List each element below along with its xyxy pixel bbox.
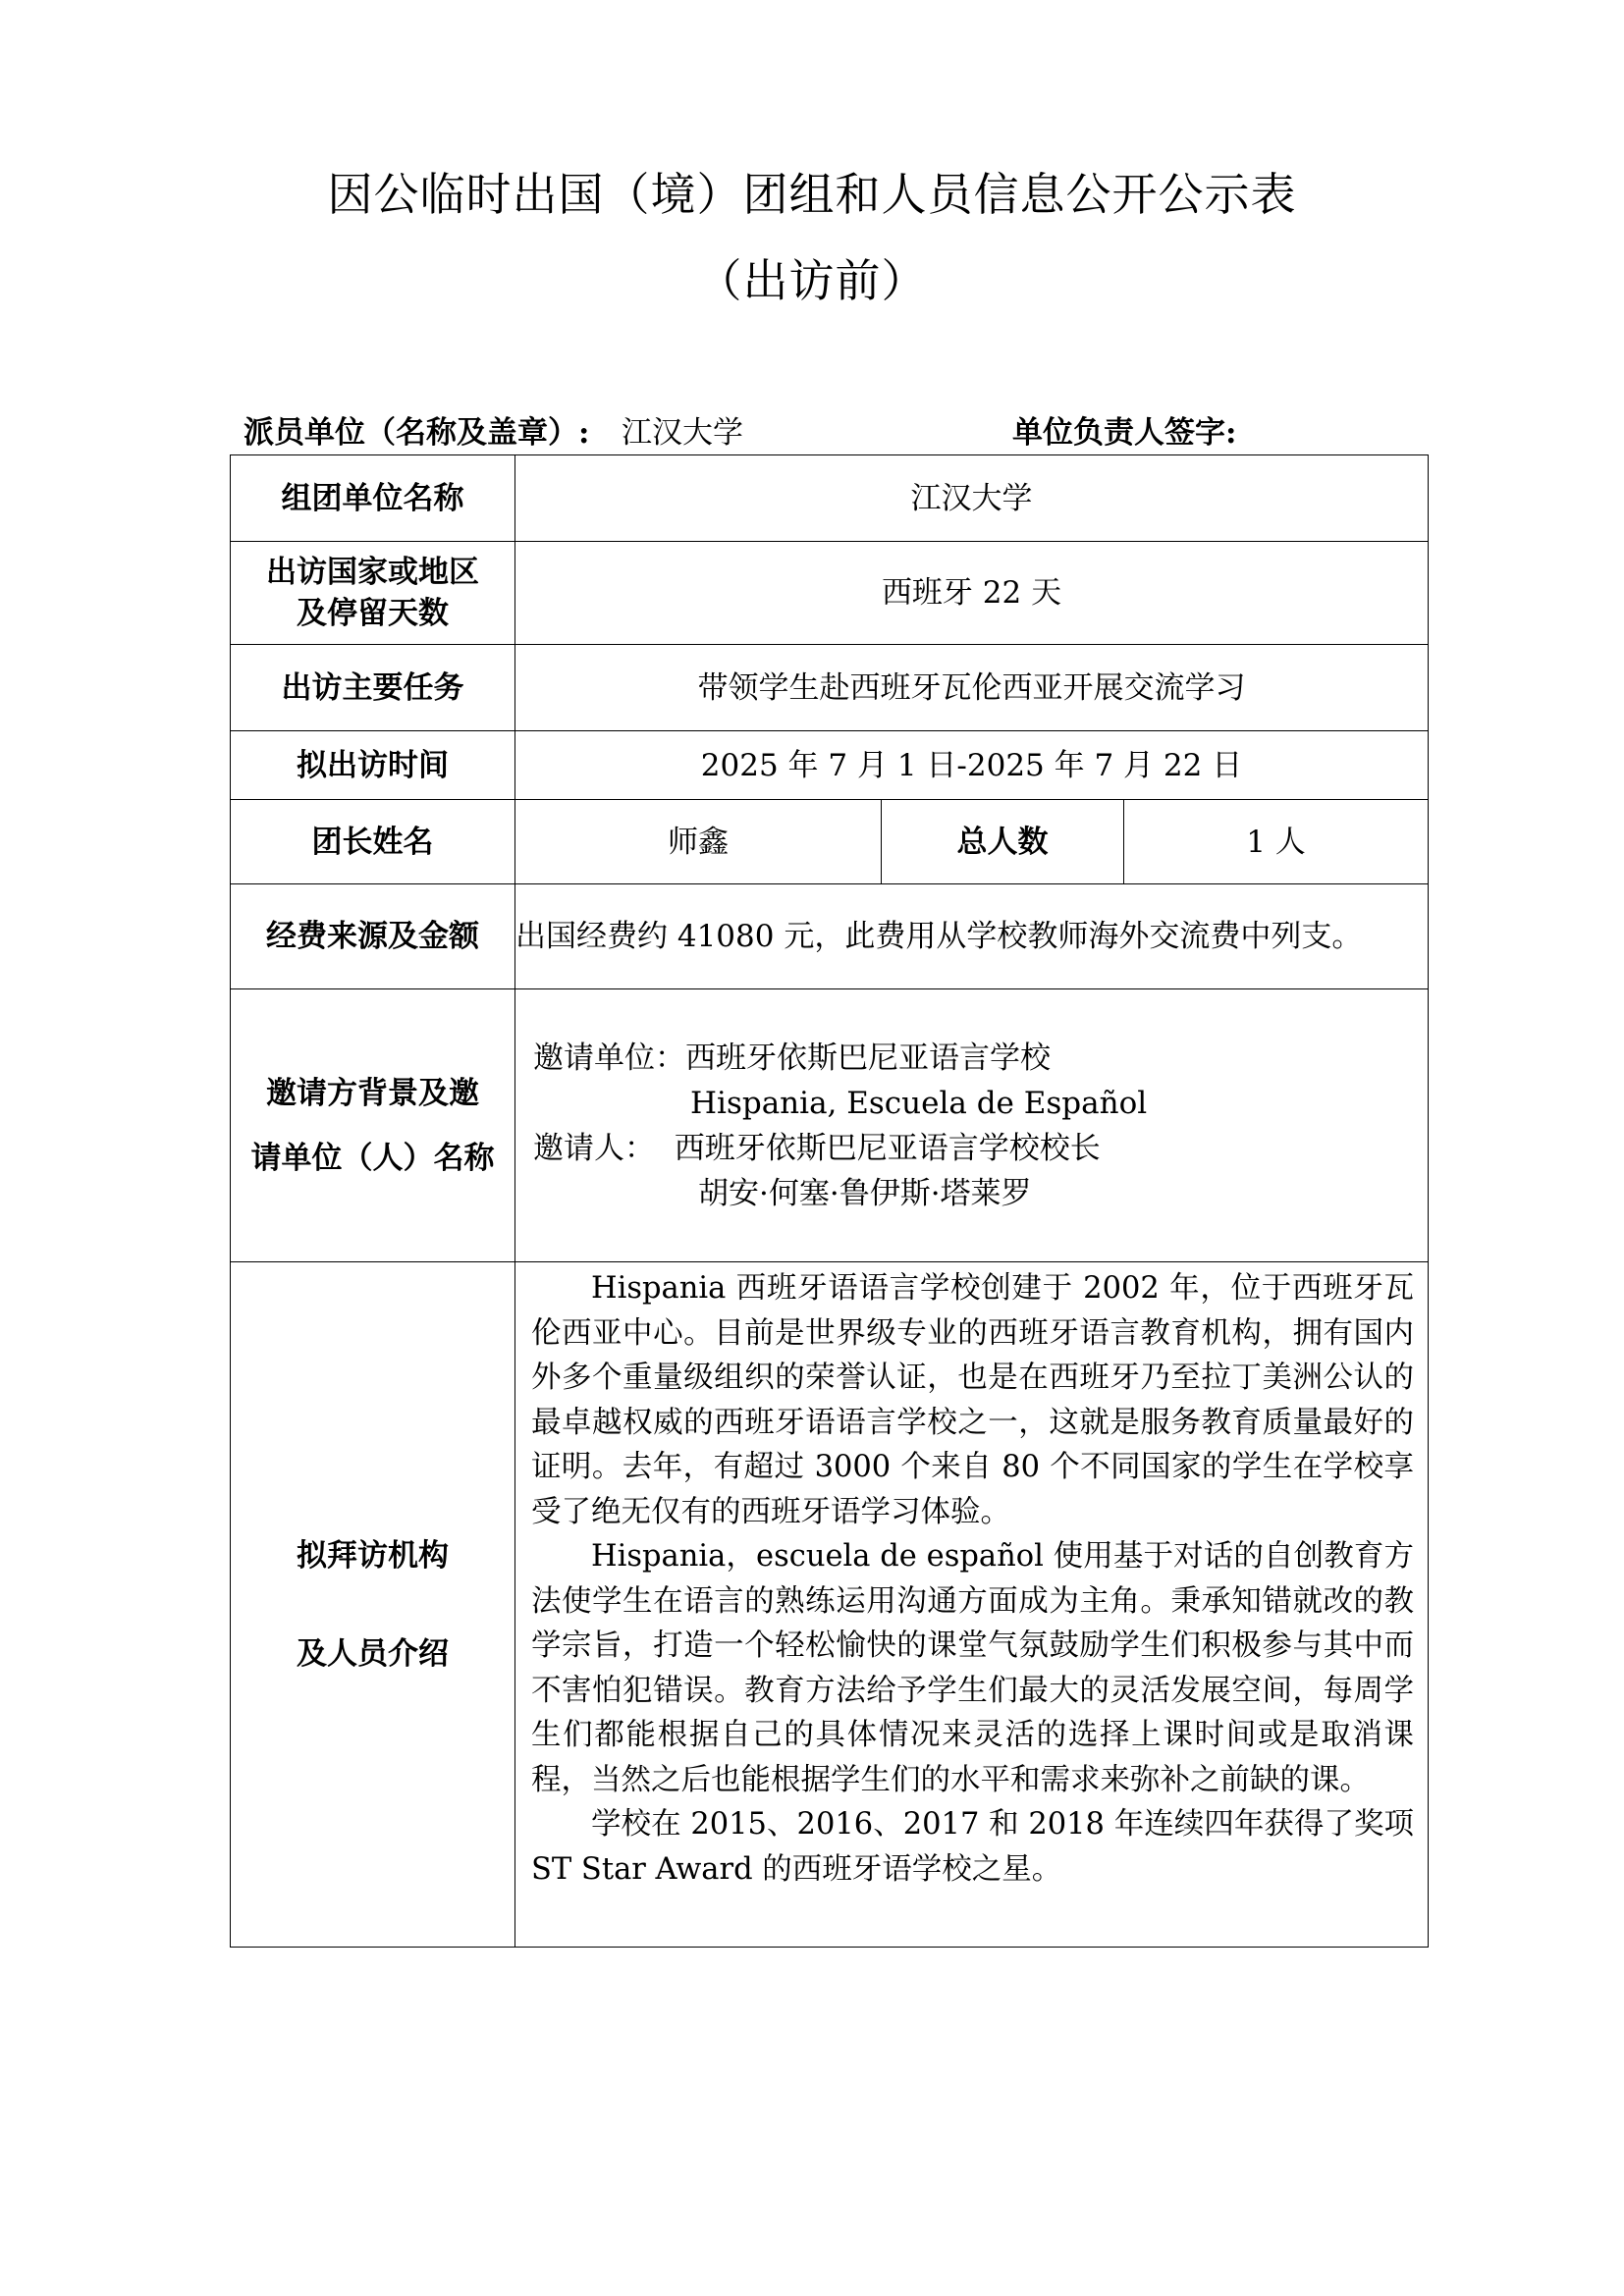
dispatch-unit-value: 江汉大学 [622, 415, 743, 451]
intro-block [515, 1262, 1428, 1905]
inviter-person-label: 邀请人： [533, 1130, 655, 1166]
table-row [231, 731, 1429, 800]
intro-value [515, 1262, 1429, 1948]
total-people-label: 总人数 [882, 800, 1124, 884]
funding-label: 经费来源及金额 [231, 884, 515, 989]
info-table [230, 454, 1429, 1948]
inviter-value [515, 989, 1429, 1262]
inviter-unit-cn: 西班牙依斯巴尼亚语言学校 [685, 1040, 1051, 1076]
table-row [231, 989, 1429, 1262]
table-row [231, 542, 1429, 645]
planned-time-label: 拟出访时间 [231, 731, 515, 800]
inviter-unit-row [533, 1036, 1428, 1081]
total-people-value: 1 人 [1124, 800, 1429, 884]
main-task-value: 带领学生赴西班牙瓦伦西亚开展交流学习 [515, 645, 1429, 731]
page-subtitle: （出访前） [696, 254, 928, 307]
intro-label [231, 1262, 515, 1948]
funding-value: 出国经费约 41080 元，此费用从学校教师海外交流费中列支。 [515, 884, 1429, 989]
inviter-block [515, 1036, 1428, 1216]
destination-value: 西班牙 22 天 [515, 542, 1429, 645]
planned-time-value: 2025 年 7 月 1 日-2025 年 7 月 22 日 [515, 731, 1429, 800]
inviter-person-row [533, 1126, 1428, 1171]
intro-paragraph-2: Hispania，escuela de español 使用基于对话的自创教育方法使学生在语言的熟练运用沟通方面成为主角。秉承知错就改的教学宗旨，打造一个轻松愉快的课堂气氛鼓励学生们积极参与其中而不害怕犯错误。教育方法给予学生们最大的灵活发展空间，每周学生们都能根据自己的具体情况来灵活的选择上课时间或是取消课程，当然之后也能根据学生们的水平和需求来弥补之前缺的课。 [531, 1539, 1415, 1797]
group-unit-label: 组团单位名称 [231, 455, 515, 542]
form-header [244, 410, 1382, 455]
dispatch-unit-label: 派员单位（名称及盖章）: [244, 415, 590, 451]
main-task-label: 出访主要任务 [231, 645, 515, 731]
inviter-unit-label: 邀请单位： [533, 1040, 685, 1076]
leader-value: 师鑫 [515, 800, 882, 884]
intro-paragraph-3: 学校在 2015、2016、2017 和 2018 年连续四年获得了奖项 ST Star Award 的西班牙语学校之星。 [531, 1807, 1415, 1887]
table-row [231, 645, 1429, 731]
table-row [231, 1262, 1429, 1948]
signature-label: 单位负责人签字: [1012, 415, 1237, 451]
inviter-person-name: 胡安·何塞·鲁伊斯·塔莱罗 [698, 1175, 1032, 1211]
group-unit-value: 江汉大学 [515, 455, 1429, 542]
leader-label: 团长姓名 [231, 800, 515, 884]
inviter-label [231, 989, 515, 1262]
page-title: 因公临时出国（境）团组和人员信息公开公示表 [327, 168, 1297, 221]
destination-label-line1: 出访国家或地区 [266, 555, 479, 590]
inviter-unit-es: Hispania, Escuela de Español [690, 1085, 1148, 1121]
table-row [231, 884, 1429, 989]
intro-label-line1: 拟拜访机构 [297, 1537, 449, 1574]
intro-paragraph-1: Hispania 西班牙语语言学校创建于 2002 年，位于西班牙瓦伦西亚中心。目前是世界级专业的西班牙语言教育机构，拥有国内外多个重量级组织的荣誉认证，也是在西班牙乃至拉丁美洲公认的最卓越权威的西班牙语语言学校之一，这就是服务教育质量最好的证明。去年，有超过 3000 个来自 80 个不同国家的学生在学校享受了绝无仅有的西班牙语学习体验。 [531, 1271, 1415, 1529]
inviter-label-line2: 请单位（人）名称 [250, 1140, 495, 1176]
table-row [231, 800, 1429, 884]
inviter-person-title: 西班牙依斯巴尼亚语言学校校长 [674, 1130, 1101, 1166]
intro-label-line2: 及人员介绍 [297, 1635, 449, 1672]
inviter-label-line1: 邀请方背景及邀 [266, 1075, 479, 1111]
destination-label [231, 542, 515, 645]
destination-label-line2: 及停留天数 [297, 596, 449, 631]
table-row [231, 455, 1429, 542]
